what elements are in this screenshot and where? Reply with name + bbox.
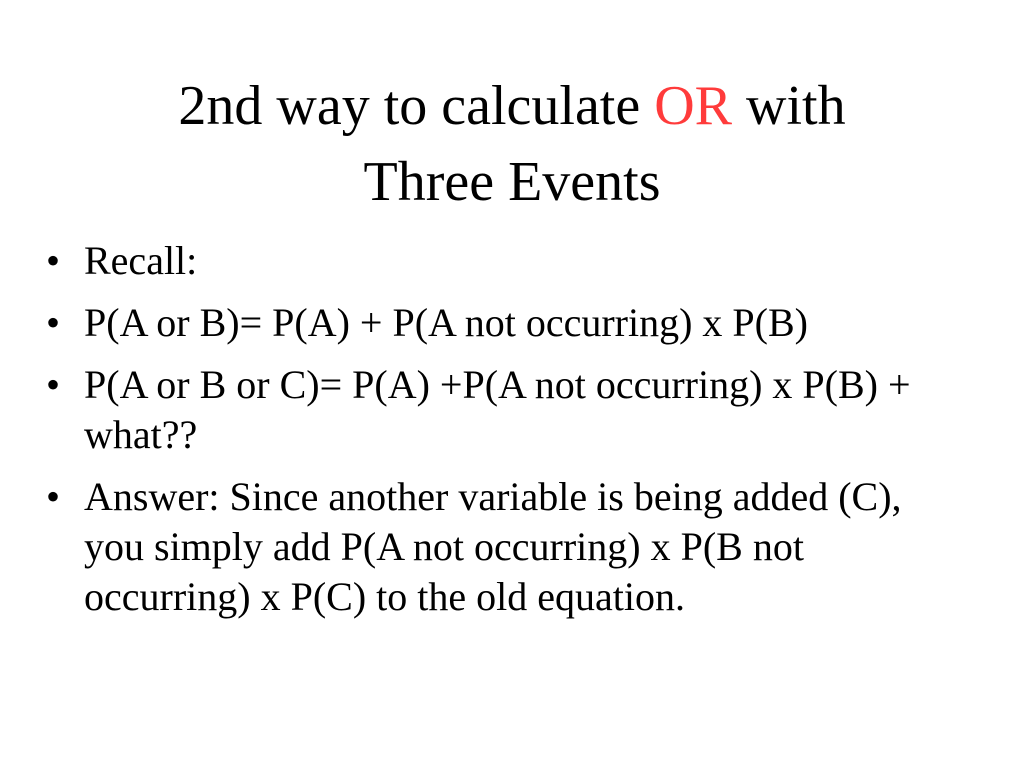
bullet-item-two-events [44,298,964,348]
bullet-list [44,236,964,634]
bullet-item-three-events [44,360,964,460]
bullet-icon: • [46,362,61,407]
bullet-text: Recall: [84,238,198,283]
bullet-icon: • [46,238,61,283]
bullet-item-answer [44,472,964,622]
bullet-icon: • [46,474,61,519]
bullet-icon: • [46,300,61,345]
title-accent-or: OR [654,75,733,137]
title-text-part1: 2nd way to calculate [178,75,655,137]
slide-title [60,68,964,220]
bullet-text: P(A or B)= P(A) + P(A not occurring) x P(B) [84,300,808,345]
bullet-item-recall [44,236,964,286]
bullet-text: P(A or B or C)= P(A) +P(A not occurring) x P(B) + what?? [84,362,911,457]
title-line2: Three Events [363,151,661,213]
bullet-text: Answer: Since another variable is being added (C), you simply add P(A not occurring) x P(B not occurring) x P(C) to the old equation. [84,474,902,619]
title-text-part2: with [732,75,846,137]
